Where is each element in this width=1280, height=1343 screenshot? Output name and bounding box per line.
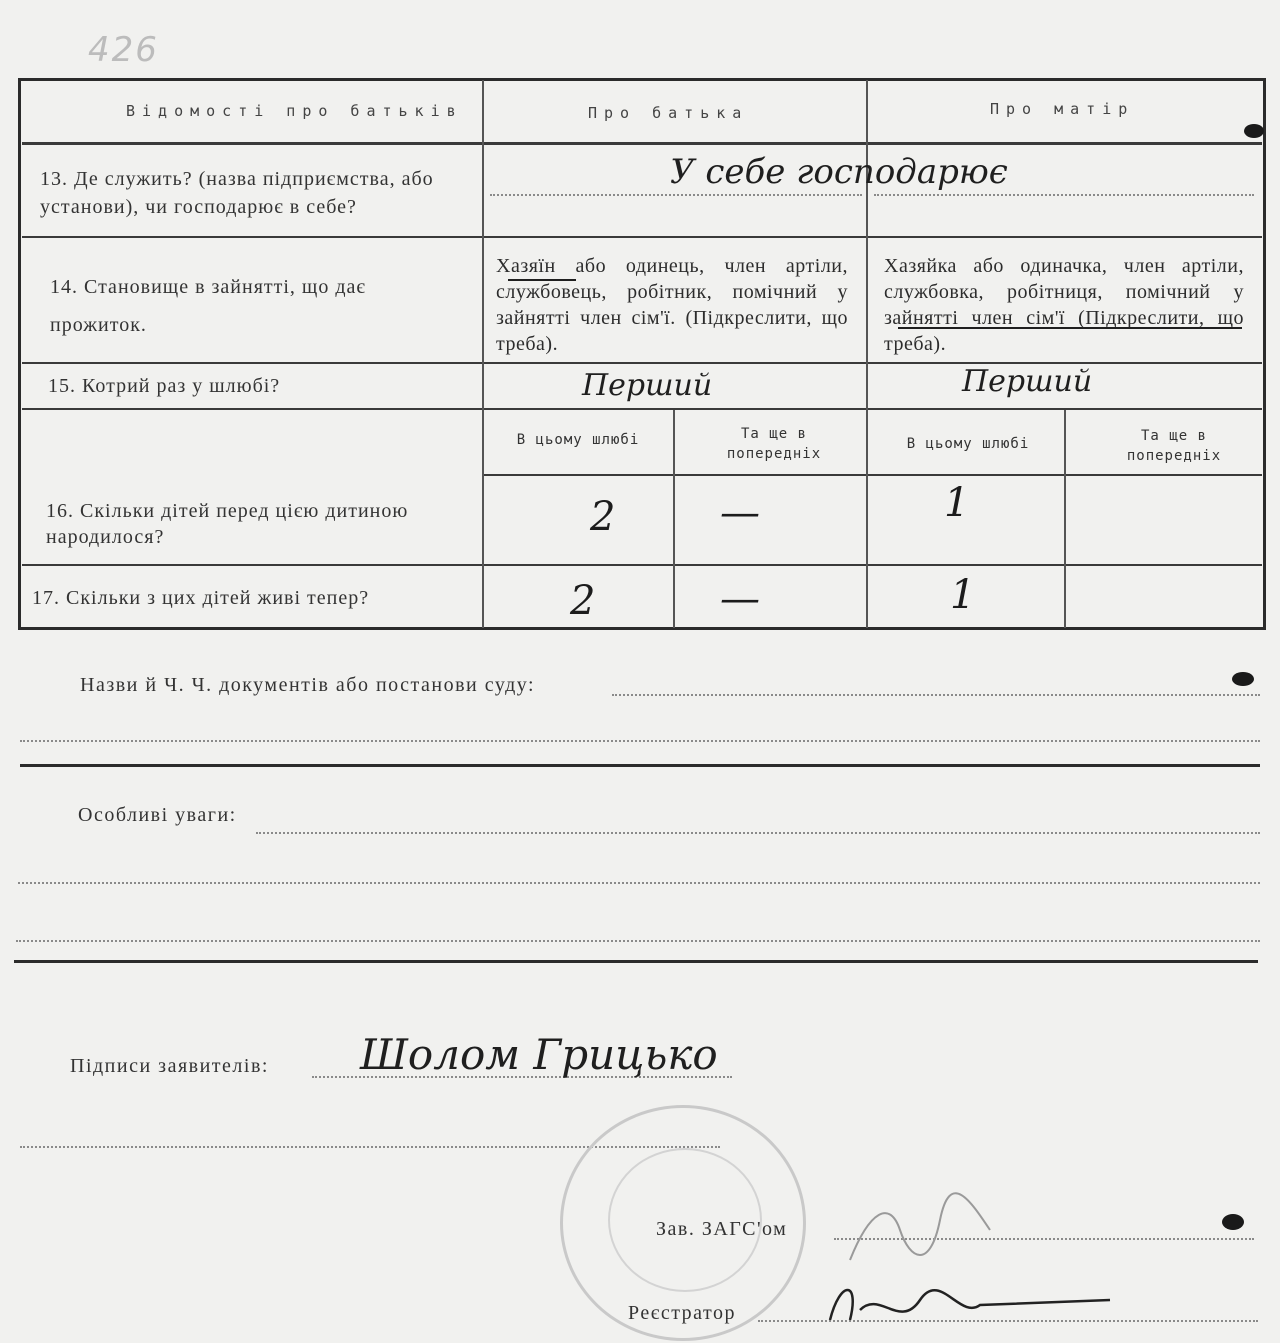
father-options-14: Хазяїн або одинець, член артіли, службовець, робітник, помічний у зайнятті член сім'ї. (Підкреслити, що треба). [496,255,848,355]
question-15: 15. Котрий раз у шлюбі? [48,375,281,397]
page-number: 426 [88,30,159,70]
column-divider [482,80,484,628]
question-14: 14. Становище в зайнятті, що дає прожиток. [50,276,366,336]
section-divider [14,960,1258,963]
signatures-label: Підписи заявителів: [70,1055,269,1077]
remarks-label: Особливі уваги: [78,804,237,826]
row-divider [22,236,1262,238]
row-divider [22,564,1262,566]
subheader-father-this: В цьому шлюбі [516,432,640,448]
header-divider [22,142,1262,145]
column-divider [1064,410,1066,628]
subheader-divider [482,474,1262,476]
ink-blot [1232,672,1254,686]
applicant-signature: Шолом Грицько [360,1030,718,1079]
question-13: 13. Де служить? (назва підприємства, або установи), чи господарює в себе? [40,168,434,218]
underline-mark [898,327,1242,329]
registrar-signature-mark [820,1270,1120,1340]
header-father: Про батька [588,104,749,122]
mother-options-14: Хазяйка або одиначка, член артіли, службовка, робітниця, помічний у зайнятті член сім'ї (Підкреслити, що треба). [884,255,1244,355]
father-answer-15: Перший [582,368,713,403]
row-divider [22,408,1262,410]
subheader-mother-prev: Та ще в попередніх [1126,428,1222,464]
underline-mark [508,279,576,281]
header-parents-info: Відомості про батьків [126,102,463,120]
documents-line[interactable] [20,740,1260,742]
mother-this-16: 1 [944,480,970,526]
section-divider [20,764,1260,767]
father-this-16: 2 [590,494,616,540]
remarks-line[interactable] [256,832,1260,834]
registrar-label: Реєстратор [628,1302,737,1324]
father-prev-16: — [720,490,760,536]
column-divider [673,410,675,628]
remarks-line[interactable] [18,882,1260,884]
head-label: Зав. ЗАГС'ом [656,1218,788,1240]
subheader-mother-this: В цьому шлюбі [906,436,1030,452]
ink-blot [1222,1214,1244,1230]
question-16: 16. Скільки дітей перед цією дитиною народилося? [46,500,409,548]
mother-answer-15: Перший [962,364,1093,399]
answer-line [874,194,1254,196]
head-signature-mark [840,1190,1000,1280]
father-prev-17: — [720,576,760,622]
father-this-17: 2 [570,578,596,624]
documents-label: Назви й Ч. Ч. документів або постанови суду: [80,674,536,696]
mother-this-17: 1 [950,572,976,618]
answer-line [490,194,862,196]
subheader-father-prev: Та ще в попередніх [726,426,822,462]
ink-blot [1244,124,1264,138]
documents-line[interactable] [612,694,1260,696]
question-17: 17. Скільки з цих дітей живі тепер? [32,587,370,609]
header-mother: Про матір [990,100,1135,118]
remarks-line[interactable] [16,940,1260,942]
father-answer-13: У себе господарює [670,152,1008,192]
